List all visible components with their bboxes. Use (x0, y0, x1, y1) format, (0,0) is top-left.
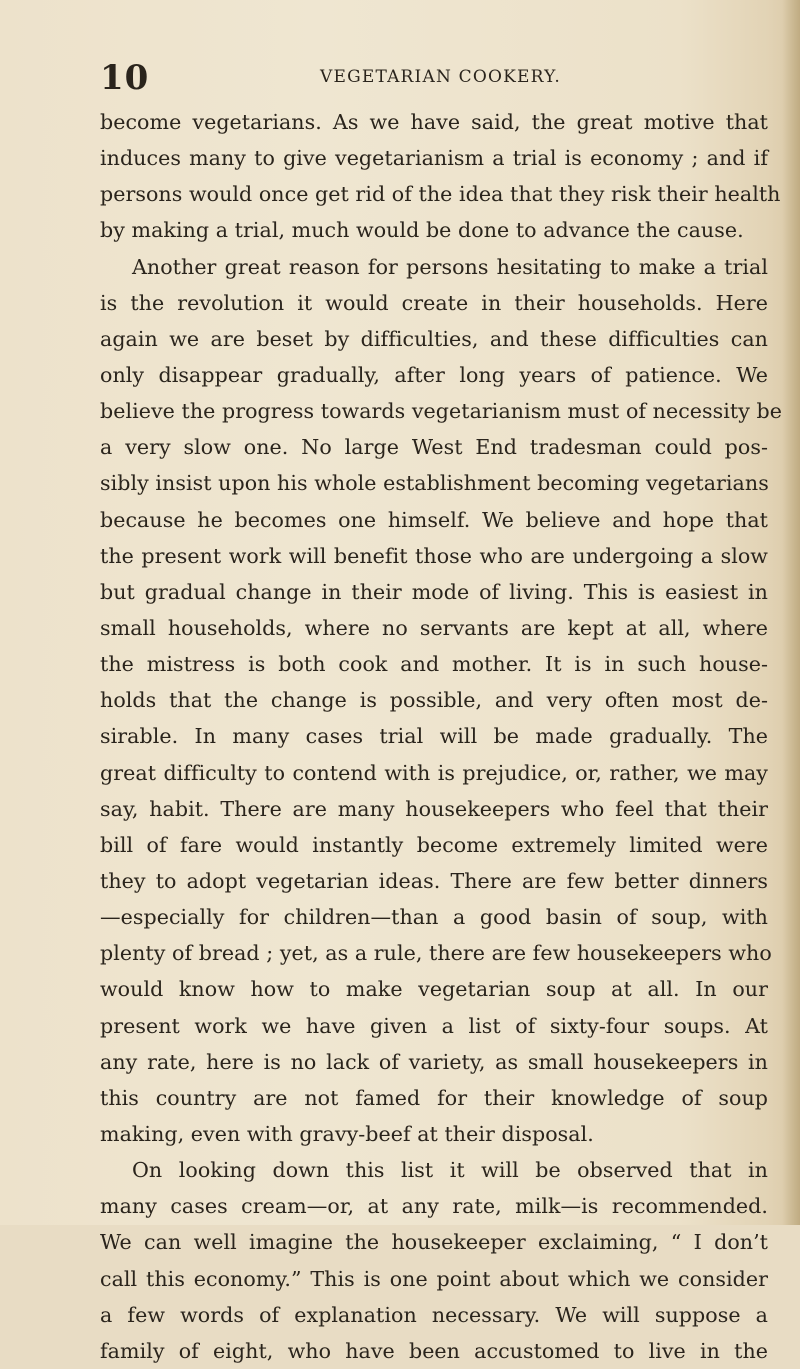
text-line: a few words of explanation necessary. We will suppose a (100, 1302, 768, 1327)
text-line: believe the progress towards vegetarianism must of necessity be (100, 399, 782, 424)
text-line: —especially for children—than a good basin of soup, with (100, 905, 768, 930)
text-line: small households, where no servants are kept at all, where (100, 615, 768, 640)
running-head (100, 58, 740, 98)
text-line: is the revolution it would create in their households. Here (100, 290, 768, 315)
text-line: sibly insist upon his whole establishment becoming vegetarians (100, 471, 769, 496)
text-line: this country are not famed for their knowledge of soup (100, 1085, 768, 1110)
text-line: persons would once get rid of the idea that they risk their health (100, 182, 781, 207)
text-line: We can well imagine the housekeeper exclaiming, “ I don’t (100, 1230, 768, 1255)
text-line: great difficulty to contend with is prejudice, or, rather, we may (100, 760, 768, 785)
text-line: plenty of bread ; yet, as a rule, there are few housekeepers who (100, 941, 772, 966)
text-line: many cases cream—or, at any rate, milk—is recommended. (100, 1194, 768, 1219)
text-line: by making a trial, much would be done to advance the cause. (100, 218, 744, 243)
text-line: On looking down this list it will be observed that in (132, 1158, 768, 1183)
text-line: because he becomes one himself. We believe and hope that (100, 507, 768, 532)
text-line: sirable. In many cases trial will be made gradually. The (100, 724, 768, 749)
text-line: present work we have given a list of sixty-four soups. At (100, 1013, 768, 1038)
text-line: would know how to make vegetarian soup at all. In our (100, 977, 768, 1002)
text-line: a very slow one. No large West End tradesman could pos- (100, 435, 768, 460)
text-line: but gradual change in their mode of living. This is easiest in (100, 579, 768, 604)
running-title: VEGETARIAN COOKERY. (320, 67, 561, 87)
text-line: holds that the change is possible, and very often most de- (100, 688, 768, 713)
page-edge-shadow (782, 0, 800, 1225)
text-line: induces many to give vegetarianism a trial is economy ; and if (100, 146, 768, 171)
text-line: family of eight, who have been accustomed to live in the (100, 1338, 768, 1363)
text-line: making, even with gravy-beef at their disposal. (100, 1121, 594, 1146)
text-line: any rate, here is no lack of variety, as small housekeepers in (100, 1049, 768, 1074)
text-line: call this economy.” This is one point about which we consider (100, 1266, 768, 1291)
text-line: they to adopt vegetarian ideas. There are few better dinners (100, 868, 768, 893)
body-text (100, 104, 782, 1369)
text-line: become vegetarians. As we have said, the great motive that (100, 110, 768, 134)
text-line: Another great reason for persons hesitating to make a trial (132, 254, 768, 279)
text-line: again we are beset by difficulties, and these difficulties can (100, 326, 768, 351)
page-number: 10 (100, 58, 150, 98)
text-line: the present work will benefit those who are undergoing a slow (100, 543, 768, 568)
text-line: bill of fare would instantly become extremely limited were (100, 832, 768, 857)
text-line: the mistress is both cook and mother. It is in such house- (100, 652, 768, 677)
text-line: only disappear gradually, after long years of patience. We (100, 362, 768, 387)
text-line: say, habit. There are many housekeepers who feel that their (100, 796, 768, 821)
